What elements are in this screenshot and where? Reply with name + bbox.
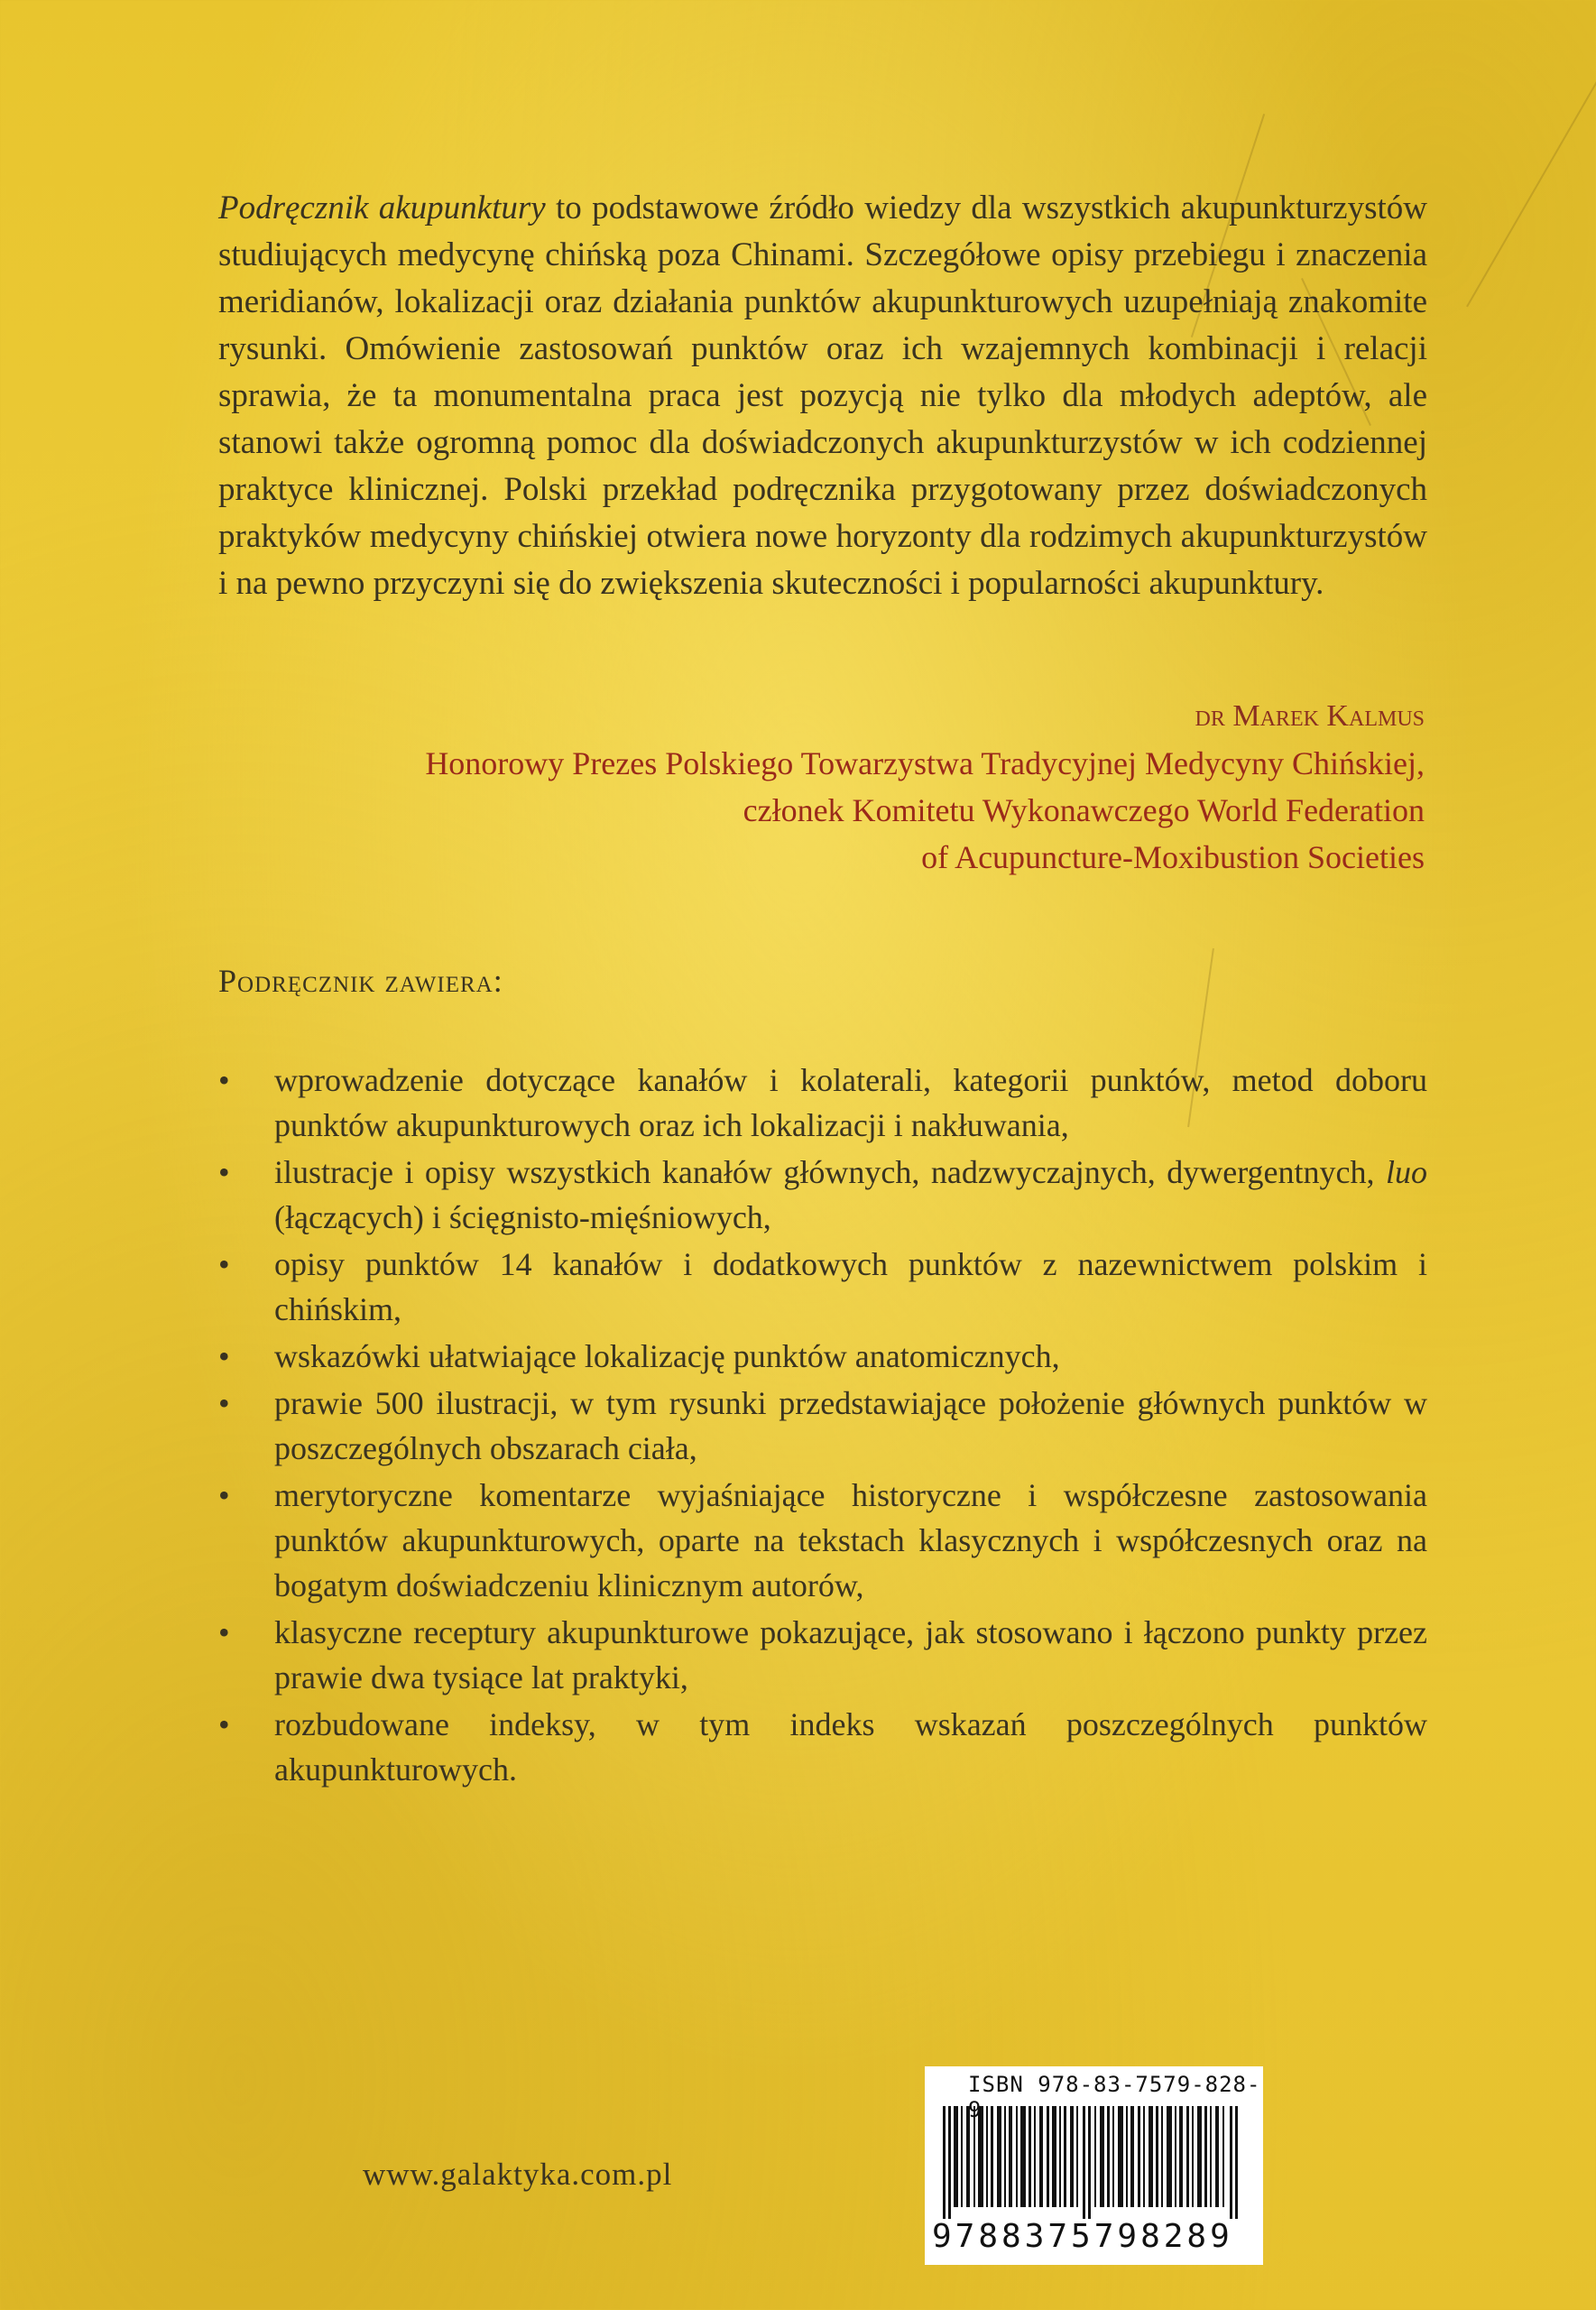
contents-heading: Podręcznik zawiera:	[218, 963, 503, 999]
list-item: • merytoryczne komentarze wyjaśniające historyczne i współczesne zastosowania punktów akupunkturowych, oparte na tekstach klasycznych i współczesnych oraz na bogatym doświadczeniu klinicznym autorów,	[218, 1473, 1427, 1608]
endorsement-signature	[161, 693, 1425, 881]
list-item: • wskazówki ułatwiające lokalizację punktów anatomicznych,	[218, 1334, 1427, 1379]
endorser-role-2: członek Komitetu Wykonawczego World Federation	[743, 792, 1425, 828]
endorser-role-3: of Acupuncture-Moxibustion Societies	[921, 839, 1425, 875]
isbn-label: ISBN 978-83-7579-828-9	[968, 2072, 1261, 2122]
list-item: • wprowadzenie dotyczące kanałów i kolaterali, kategorii punktów, metod doboru punktów akupunkturowych oraz ich lokalizacji i nakłuwania,	[218, 1058, 1427, 1148]
list-item: • rozbudowane indeksy, w tym indeks wskazań poszczególnych punktów akupunkturowych.	[218, 1702, 1427, 1792]
publisher-url[interactable]: www.galaktyka.com.pl	[363, 2157, 673, 2192]
endorser-role-1: Honorowy Prezes Polskiego Towarzystwa Tradycyjnej Medycyny Chińskiej,	[425, 745, 1425, 781]
bullet-icon: •	[218, 1706, 230, 1742]
bullet-icon: •	[218, 1154, 230, 1190]
contents-list	[218, 1058, 1427, 1794]
bullet-icon: •	[218, 1246, 230, 1282]
description-text: to podstawowe źródło wiedzy dla wszystkich akupunkturzystów studiujących medycynę chińską poza Chinami. Szczegółowe opisy przebiegu i znaczenia meridianów, lokalizacji oraz działania punktów akupunkturowych uzupełniają znakomite rysunki. Omówienie zastosowań punktów oraz ich wzajemnych kombinacji i relacji sprawia, że ta monumentalna praca jest pozycją nie tylko dla młodych adeptów, ale stanowi także ogromną pomoc dla doświadczonych akupunkturzystów w ich codziennej praktyce klinicznej. Polski przekład podręcznika przygotowany przez doświadczonych praktyków medycyny chińskiej otwiera nowe horyzonty dla rodzimych akupunkturzystów i na pewno przyczyni się do zwiększenia skuteczności i popularności akupunktury.	[218, 189, 1427, 602]
book-title: Podręcznik akupunktury	[218, 189, 546, 226]
bullet-icon: •	[218, 1062, 230, 1098]
barcode-icon	[943, 2106, 1245, 2219]
list-item: • opisy punktów 14 kanałów i dodatkowych punktów z nazewnictwem polskim i chińskim,	[218, 1242, 1427, 1332]
bullet-icon: •	[218, 1614, 230, 1650]
endorser-name: dr Marek Kalmus	[1195, 699, 1425, 733]
bullet-icon: •	[218, 1385, 230, 1421]
list-item: • klasyczne receptury akupunkturowe pokazujące, jak stosowano i łączono punkty przez prawie dwa tysiące lat praktyki,	[218, 1610, 1427, 1700]
bullet-icon: •	[218, 1477, 230, 1513]
bullet-icon: •	[218, 1338, 230, 1374]
barcode-digits: 9788375798289	[932, 2218, 1233, 2255]
list-item: • prawie 500 ilustracji, w tym rysunki przedstawiające położenie głównych punktów w poszczególnych obszarach ciała,	[218, 1381, 1427, 1471]
description-paragraph	[218, 185, 1427, 607]
texture-crack	[1466, 72, 1596, 308]
list-item: • ilustracje i opisy wszystkich kanałów głównych, nadzwyczajnych, dywergentnych, luo (łączących) i ścięgnisto-mięśniowych,	[218, 1150, 1427, 1240]
isbn-barcode-box	[925, 2066, 1263, 2265]
